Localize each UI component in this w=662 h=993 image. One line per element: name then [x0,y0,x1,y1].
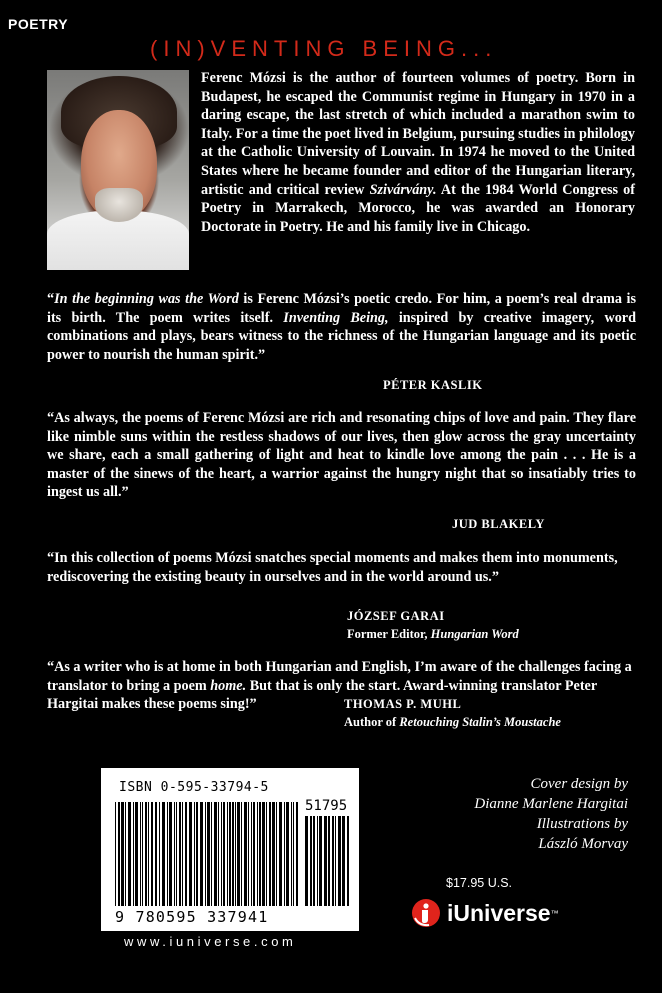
publisher-website: www.iuniverse.com [124,934,297,949]
quote-4-role: Author of Retouching Stalin’s Moustache [344,715,561,729]
price: $17.95 U.S. [446,876,513,890]
quote-4-author: THOMAS P. MUHL [344,697,462,711]
quote-3-author: JÓZSEF GARAI [347,609,445,623]
review-name: Szivárvány. [369,181,437,198]
quote-2-author: JUD BLAKELY [452,517,545,531]
isbn-number: ISBN 0-595-33794-5 [119,780,269,795]
addon-barcode-bars [305,816,351,906]
cover-credits: Cover design by Dianne Marlene Hargitai Illustrations by László Morvay [474,776,628,852]
author-photo [47,70,189,270]
isbn-barcode [101,768,359,931]
addon-number: 51795 [305,798,348,814]
iuniverse-swirl-icon [411,898,441,928]
ean-barcode-bars [115,802,301,906]
publisher-name: iUniverse [447,899,551,926]
quote-1-author: PÉTER KASLIK [383,378,483,392]
author-bio: Ferenc Mózsi is the author of fourteen volumes of poetry. Born in Budapest, he escaped the Communist regime in Hungary in 1970 in a daring escape, the last stretch of which included a marathon swim to Italy. For a time the poet lived in Belgium, pursuing studies in philology at the Catholic University of Louvain. In 1974 he moved to the United States where he became founder and editor of the Hungarian literary, artistic and critical review Szivárvány. At the 1984 World Congress of Poetry in Marrakech, Morocco, he was awarded an Honorary Doctorate in Poetry. He and his family live in Chicago. [201,70,635,235]
category-label: POETRY [8,16,69,32]
quote-1: “In the beginning was the Word is Ferenc Mózsi’s poetic credo. For him, a poem’s real drama is its birth. The poem writes itself. Inventing Being, inspired by creative imagery, word combinations and plays, bears witness to the richness of the Hungarian language and its poetic power to nourish the human spirit.” [47,291,636,363]
quote-2: “As always, the poems of Ferenc Mózsi are rich and resonating chips of love and pain. They flare like nimble suns within the restless shadows of our lives, then glow across the gray uncertainty we share, each a small gathering of light and heat to kindle love among the pain . . . He is a master of the sinews of the heart, a warrior against the hungry night that so insatiably tries to ingest us all.” [47,410,636,501]
quote-3-role: Former Editor, Hungarian Word [347,627,519,641]
quote-4: “As a writer who is at home in both Hungarian and English, I’m aware of the challenges facing a translator to bring a poem home. But that is only the start. Award-winning translator Peter Hargitai makes these poems sing!” [47,659,632,713]
quote-3: “In this collection of poems Mózsi snatches special moments and makes them into monuments, rediscovering the existing beauty in ourselves and in the world around us.” [47,550,618,585]
ean-number: 9 780595 337941 [115,908,269,926]
book-title: (IN)VENTING BEING... [150,36,498,61]
publisher-logo: iUniverse ™ [411,898,559,928]
